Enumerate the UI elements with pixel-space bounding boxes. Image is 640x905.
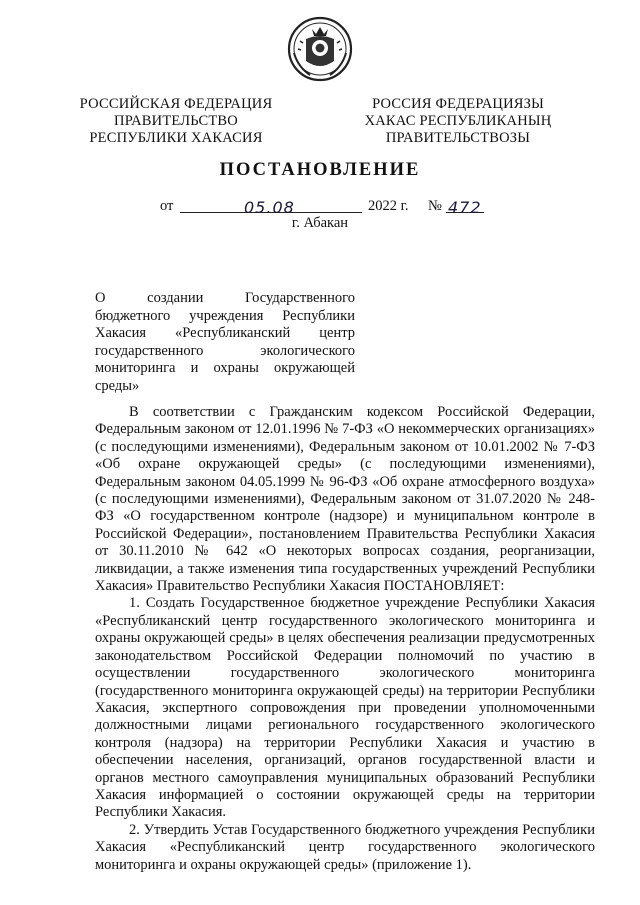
resolution-body [95,404,595,874]
header-right-line: ПРАВИТЕЛЬСТВОЗЫ [385,130,531,146]
body-paragraph: 2. Утвердить Устав Государственного бюджетного учреждения Республики Хакасия «Республиканский центр государственного экологического мониторинга и охраны окружающей среды» (приложение 1). [95,821,595,873]
date-year: 2022 г. [368,198,409,214]
body-paragraph: 1. Создать Государственное бюджетное учреждение Республики Хакасия «Республиканский центр государственного экологического мониторинга и охраны окружающей среды» в целях обеспечения реализации предусмотренных законодательством Российской Федерации полномочий по участию в осуществлении государственного экологического мониторинга (государственного мониторинга окружающей среды) на территории Республики Хакасия, экспертного сопровождения при проведении уполномоченными должностными лицами регионального государственного экологического контроля (надзора) на территории Республики Хакасия и участию в обеспечении населения, организаций, органов государственной власти и органов местного самоуправления муниципальных образований Республики Хакасия информацией о состоянии окружающей среды на территории Республики Хакасия. [95,595,595,821]
date-prefix: от [160,198,174,214]
header-left-block [56,96,296,147]
number-sign: № [428,198,442,214]
header-left-line: РОССИЙСКАЯ ФЕДЕРАЦИЯ [79,96,273,112]
header-left-line: РЕСПУБЛИКИ ХАКАСИЯ [89,130,263,146]
resolution-subject: О создании Государственного бюджетного учреждения Республики Хакасия «Республиканский центр государственного экологического мониторинга и охраны окружающей среды» [95,290,355,394]
header-left-line: ПРАВИТЕЛЬСТВО [114,113,238,129]
city-name: г. Абакан [291,215,349,231]
header-right-block [338,96,578,147]
header-right-line: ХАКАС РЕСПУБЛИКАНЫҢ [364,113,552,129]
body-paragraph: В соответствии с Гражданским кодексом Российской Федерации, Федеральным законом от 12.01.1996 № 7-ФЗ «О некоммерческих организациях» (с последующими изменениями), Федеральным законом от 10.01.2002 № 7-ФЗ «Об охране окружающей среды» (с последующими изменениями), Федеральным законом 04.05.1999 № 96-ФЗ «Об охране атмосферного воздуха» (с последующими изменениями), Федеральным законом от 31.07.2020 № 248-ФЗ «О государственном контроле (надзоре) и муниципальном контроле в Российской Федерации», постановлением Правительства Республики Хакасия от 30.11.2010 № 642 «О некоторых вопросах создания, реорганизации, ликвидации, а также изменения типа государственных учреждений Республики Хакасия» Правительство Республики Хакасия ПОСТАНОВЛЯЕТ: [95,404,595,595]
handwritten-number: 472 [448,198,482,217]
document-title: ПОСТАНОВЛЕНИЕ [219,160,421,180]
header-right-line: РОССИЯ ФЕДЕРАЦИЯЗЫ [372,96,544,112]
coat-of-arms-icon [286,15,354,83]
handwritten-date: 05.08 [244,198,295,217]
